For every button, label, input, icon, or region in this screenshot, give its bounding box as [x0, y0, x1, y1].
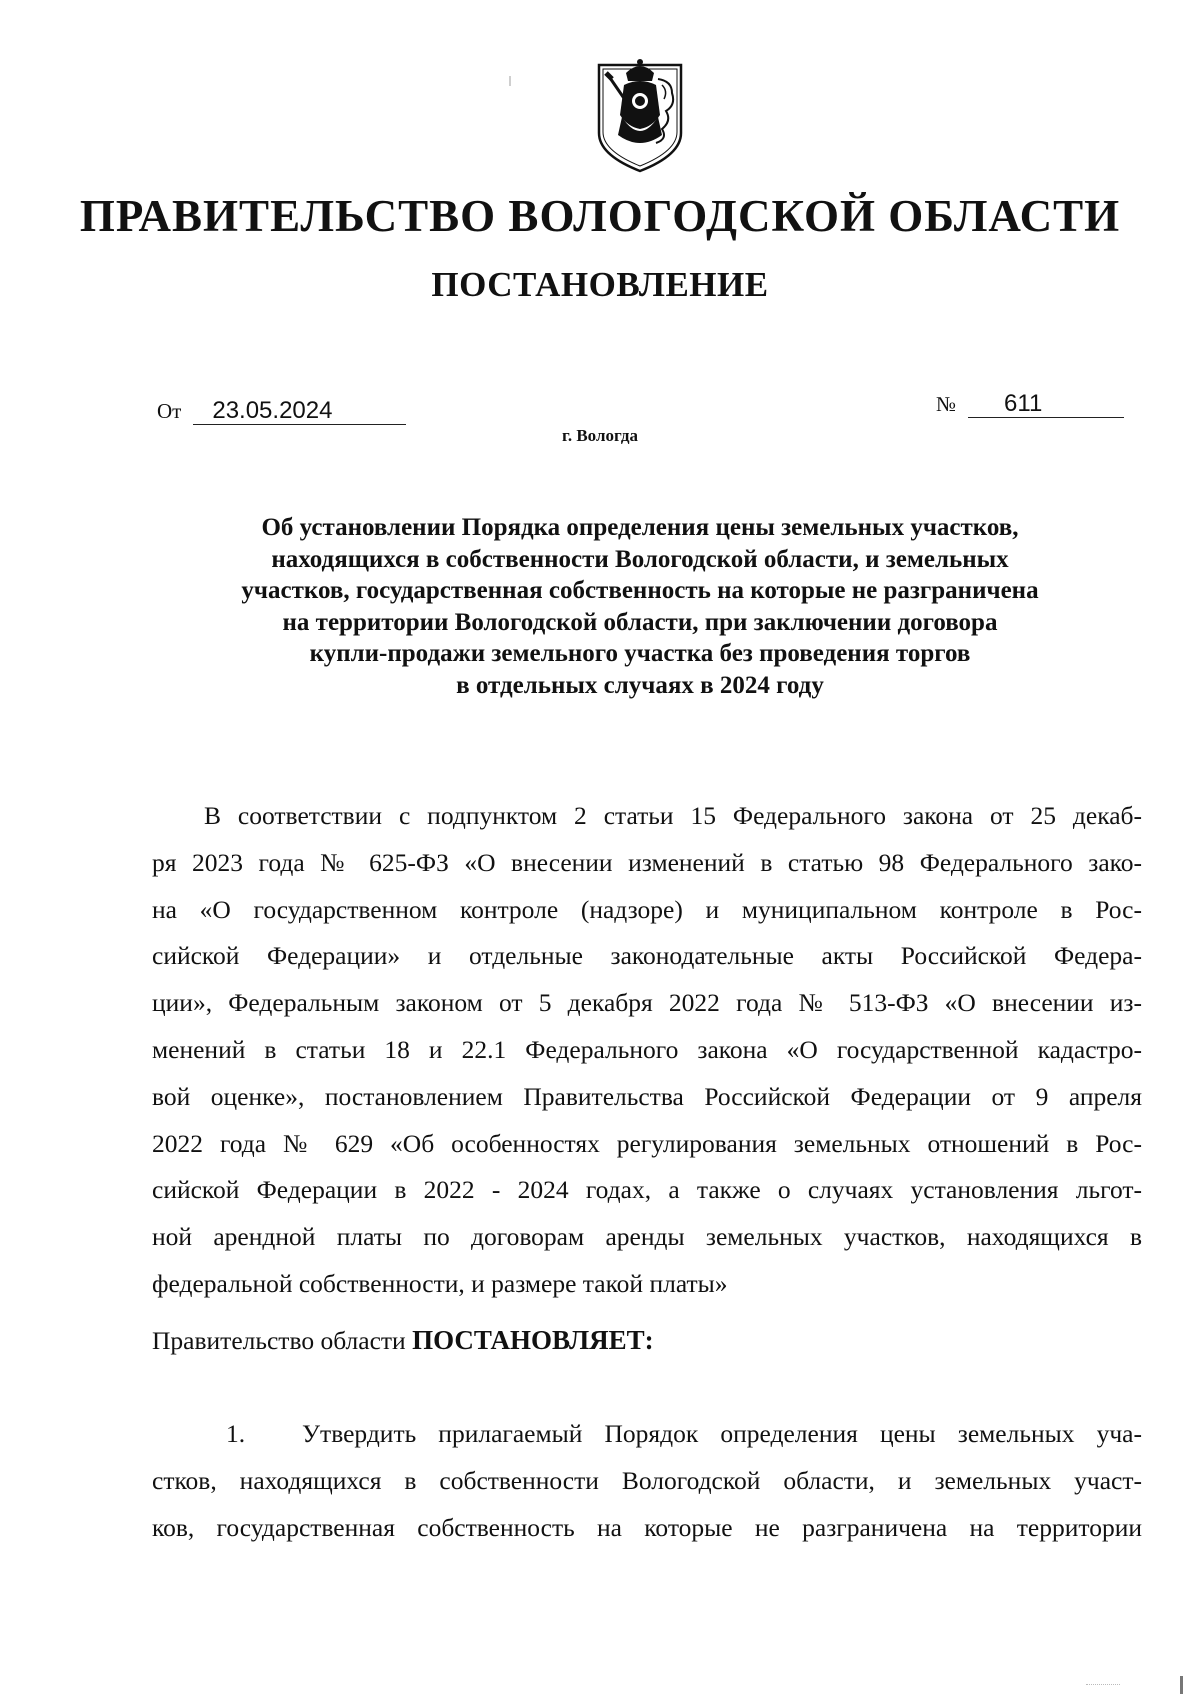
preamble-line: вой оценке», постановлением Правительства Российской Федерации от 9 апреля	[152, 1081, 1142, 1111]
preamble-line: сийской Федерации» и отдельные законодательные акты Российской Федера-	[152, 941, 1142, 971]
clause-text: Утвердить прилагаемый Порядок определения цены земельных уча-	[302, 1419, 1142, 1448]
resolve-clause	[152, 1325, 654, 1356]
preamble-line: федеральной собственности, и размере такой платы»	[152, 1268, 728, 1298]
number-value: 611	[968, 391, 1124, 418]
subject-line: находящихся в собственности Вологодской области, и земельных	[271, 545, 1009, 573]
preamble-line: ря 2023 года № 625-ФЗ «О внесении изменений в статью 98 Федерального зако-	[152, 847, 1142, 877]
preamble-line: сийской Федерации в 2022 - 2024 годах, а также о случаях установления льгот-	[152, 1175, 1142, 1205]
clause-1-first-line	[152, 1410, 1142, 1457]
resolve-keyword: ПОСТАНОВЛЯЕТ:	[412, 1325, 654, 1355]
preamble-line: ной арендной платы по договорам аренды земельных участков, находящихся в	[152, 1222, 1142, 1252]
subject-line: в отдельных случаях в 2024 году	[456, 671, 824, 699]
number-field	[936, 391, 1124, 418]
clause-line: стков, находящихся в собственности Вологодской области, и земельных участ-	[152, 1466, 1142, 1495]
subject-line: участков, государственная собственность на которые не разграничена	[241, 577, 1039, 604]
scan-artifact	[1180, 1676, 1183, 1694]
number-label: №	[936, 392, 957, 416]
document-type: ПОСТАНОВЛЕНИЕ	[431, 265, 769, 304]
preamble-line: менений в статьи 18 и 22.1 Федерального закона «О государственной кадастро-	[152, 1034, 1142, 1064]
preamble-line: на «О государственном контроле (надзоре) и муниципальном контроле в Рос-	[152, 894, 1142, 924]
preamble-line: ции», Федеральным законом от 5 декабря 2022 года № 513-ФЗ «О внесении из-	[152, 988, 1142, 1018]
clause-1	[152, 1410, 1142, 1551]
scan-artifact	[1086, 1684, 1120, 1693]
subject-line: на территории Вологодской области, при заключении договора	[282, 608, 998, 636]
clause-number: 1.	[226, 1419, 246, 1448]
city: г. Вологда	[562, 426, 638, 445]
document-subject	[150, 512, 1130, 701]
resolve-prefix: Правительство области	[152, 1326, 413, 1355]
date-field	[157, 398, 406, 425]
date-label: От	[157, 399, 182, 423]
government-title: ПРАВИТЕЛЬСТВО ВОЛОГОДСКОЙ ОБЛАСТИ	[79, 191, 1121, 241]
preamble-paragraph	[152, 793, 1142, 1308]
clause-line: ков, государственная собственность на которые не разграничена на территории	[152, 1513, 1142, 1542]
coat-of-arms-emblem	[596, 55, 684, 173]
preamble-line: В соответствии с подпунктом 2 статьи 15 Федерального закона от 25 декаб-	[204, 801, 1142, 830]
date-value: 23.05.2024	[193, 398, 406, 425]
scan-artifact	[509, 76, 511, 86]
subject-line: купли-продажи земельного участка без проведения торгов	[309, 640, 971, 667]
preamble-line: 2022 года № 629 «Об особенностях регулирования земельных отношений в Рос-	[152, 1128, 1142, 1158]
subject-line: Об установлении Порядка определения цены земельных участков,	[261, 514, 1019, 541]
